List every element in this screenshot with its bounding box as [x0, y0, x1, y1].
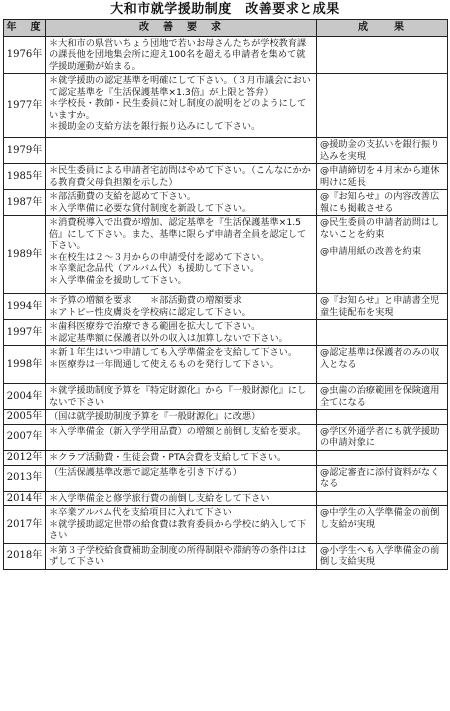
request-item: ＊歯科医療券で治療できる範囲を拡大して下さい。 — [49, 321, 261, 332]
header-year: 年 度 — [4, 20, 46, 37]
row-results — [317, 216, 448, 294]
row-requests — [46, 346, 317, 384]
row-requests — [46, 450, 317, 465]
result-item: @『お知らせ』の内容改善広報にも掲載させる — [320, 191, 440, 214]
page-title: 大和市就学援助制度 改善要求と成果 — [110, 2, 340, 17]
row-year: 1989年 — [4, 216, 46, 294]
request-item: ＊部活動費の支給を認めて下さい。 — [49, 191, 196, 202]
request-item: ＊医療券は一年間通して使えるものを発行して下さい。 — [49, 358, 279, 370]
row-year: 2012年 — [4, 450, 46, 465]
row-requests — [46, 320, 317, 346]
result-item: @民生委員の申請者訪問はしないことを約束 — [320, 217, 440, 240]
request-item: （生活保護基準改悪で認定基準を引き下げる） — [49, 466, 242, 478]
row-results — [317, 450, 448, 465]
result-item: @申請締切を４月末から連休明けに延長 — [320, 165, 440, 188]
request-item: ＊認定基準額に保護者以外の収入は加算しないで下さい。 — [49, 332, 288, 344]
row-requests — [46, 138, 317, 164]
row-year: 2005年 — [4, 410, 46, 425]
result-item: @援助金の支払いを銀行振り込みを実現 — [320, 139, 440, 162]
request-item: ＊就学援助制度予算を『特定財源化』から『一般財源化』にしないで下さい — [49, 385, 307, 408]
row-year: 1976年 — [4, 36, 46, 74]
row-year: 2013年 — [4, 465, 46, 491]
table-row — [4, 543, 448, 569]
request-item: ＊卒業アルバム代を支給項目に入れて下さい — [49, 507, 232, 518]
row-year: 1987年 — [4, 190, 46, 216]
table-row — [4, 424, 448, 450]
row-requests — [46, 74, 317, 138]
row-results — [317, 424, 448, 450]
result-item: @認定基準は保護者のみの収入となる — [320, 347, 440, 370]
row-requests — [46, 491, 317, 506]
row-requests — [46, 465, 317, 491]
result-item: @中学生の入学準備金の前倒し支給が実現 — [320, 507, 440, 530]
row-requests — [46, 216, 317, 294]
table-row — [4, 384, 448, 410]
row-year: 2007年 — [4, 424, 46, 450]
row-results — [317, 36, 448, 74]
request-item: ＊卒業記念品代（アルバム代）も援助して下さい。 — [49, 263, 260, 274]
request-item: ＊新１年生はいつ申請しても入学準備金を支給して下さい。 — [49, 347, 298, 358]
table-row — [4, 138, 448, 164]
row-requests — [46, 506, 317, 544]
row-requests — [46, 543, 317, 569]
row-year: 1997年 — [4, 320, 46, 346]
row-requests — [46, 294, 317, 320]
row-results — [317, 346, 448, 384]
row-results — [317, 491, 448, 506]
table-row — [4, 190, 448, 216]
result-item: @認定審査に添付資料がなくなる — [320, 466, 440, 489]
row-year: 2017年 — [4, 506, 46, 544]
header-requests: 改 善 要 求 — [46, 20, 317, 37]
request-item: ＊入学準備金を援助して下さい。 — [49, 274, 187, 286]
requests-results-table — [3, 19, 448, 570]
request-item: ＊援助金の支給方法を銀行振り込みにして下さい。 — [49, 121, 261, 132]
table-row — [4, 506, 448, 544]
request-item: ＊学校長・教師・民生委員に対し制度の説明をどのようにしていますか。 — [49, 98, 307, 121]
request-item: ＊入学準備金と修学旅行費の前倒し支給をして下さい — [49, 492, 270, 504]
table-row — [4, 294, 448, 320]
table-row — [4, 164, 448, 190]
table-row — [4, 410, 448, 425]
row-results — [317, 164, 448, 190]
table-row — [4, 465, 448, 491]
request-item: ＊大和市の県営いちょう団地で若いお母さんたちが学校教育課の課長他を団地集会所に迎え100名を超える申請者を集めて就学援助運動が始まる。 — [49, 37, 307, 72]
table-row — [4, 216, 448, 294]
row-results — [317, 506, 448, 544]
row-results — [317, 138, 448, 164]
row-year: 2004年 — [4, 384, 46, 410]
table-row — [4, 346, 448, 384]
result-item: @虫歯の治療範囲を保険適用全てになる — [320, 385, 440, 408]
result-item: @学区外通学者にも就学援助の申請対象に — [320, 425, 440, 448]
row-year: 1977年 — [4, 74, 46, 138]
row-year: 1979年 — [4, 138, 46, 164]
row-year: 1998年 — [4, 346, 46, 384]
request-item: （国は就学援助制度予算を『一般財源化』に改悪） — [49, 411, 261, 422]
row-results — [317, 384, 448, 410]
result-item: @小学生へも入学準備金の前倒し支給実現 — [320, 544, 440, 567]
table-row — [4, 36, 448, 74]
row-requests — [46, 424, 317, 450]
row-requests — [46, 410, 317, 425]
request-item: ＊消費税導入で出費が増加、認定基準を『生活保護基準×1.5倍』にして下さい。また、基準に限らず申請者全員を認定して下さい。 — [49, 217, 307, 251]
request-item: ＊就学援助認定世帯の給食費は教育委員から学校に納入して下さい — [49, 518, 307, 541]
table-row — [4, 491, 448, 506]
request-item: ＊在校生は２～３月からの申請受付を認めて下さい。 — [49, 251, 270, 263]
table-row — [4, 320, 448, 346]
row-year: 1994年 — [4, 294, 46, 320]
request-item: ＊第３子学校給食費補助金制度の所得制限や滞納等の条件ははずして下さい — [49, 544, 307, 567]
request-item: ＊民生委員による申請者宅訪問はやめて下さい。（こんなにかかる教育費父母負担額を示した） — [49, 165, 311, 188]
row-results — [317, 294, 448, 320]
row-requests — [46, 164, 317, 190]
request-item: ＊クラブ活動費・生徒会費・PTA会費を支給して下さい。 — [49, 451, 287, 463]
row-requests — [46, 36, 317, 74]
request-item: ＊入学準備に必要な貸付制度を新設して下さい。 — [49, 202, 252, 214]
row-results — [317, 74, 448, 138]
result-item: @『お知らせ』と申請書全児童生徒配布を実現 — [320, 295, 440, 318]
row-requests — [46, 384, 317, 410]
result-item: @申請用紙の改善を約束 — [320, 246, 422, 257]
row-results — [317, 465, 448, 491]
table-header-row — [4, 20, 448, 37]
row-year: 2018年 — [4, 543, 46, 569]
request-item: ＊予算の増額を要求 ＊部活動費の増額要求 — [49, 295, 242, 306]
request-item: ＊入学準備金（新入学学用品費）の増額と前倒し支給を要求。 — [49, 425, 307, 437]
header-results: 成 果 — [317, 20, 448, 37]
table-row — [4, 74, 448, 138]
request-item: ＊就学援助の認定基準を明確にして下さい。（３月市議会において認定基準を『生活保護基準×1.3倍』が上限と答弁） — [49, 75, 311, 98]
row-results — [317, 190, 448, 216]
row-results — [317, 410, 448, 425]
row-requests — [46, 190, 317, 216]
request-item: ＊アトピー性皮膚炎を学校病に認定して下さい。 — [49, 306, 251, 318]
row-results — [317, 543, 448, 569]
table-row — [4, 450, 448, 465]
row-results — [317, 320, 448, 346]
row-year: 2014年 — [4, 491, 46, 506]
row-year: 1985年 — [4, 164, 46, 190]
